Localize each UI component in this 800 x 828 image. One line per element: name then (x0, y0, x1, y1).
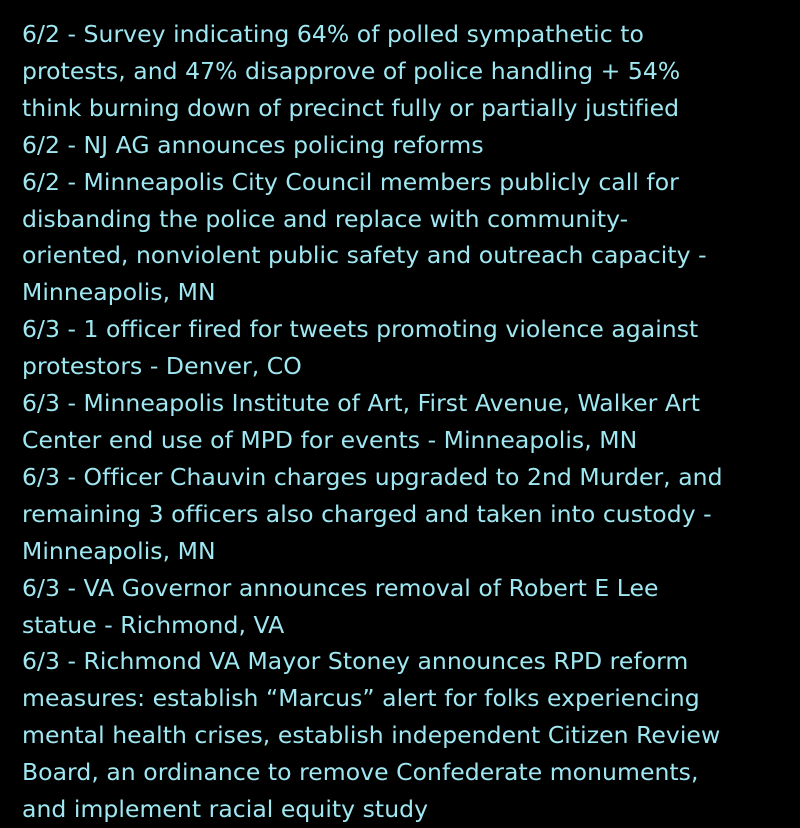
text-line: 6/2 - NJ AG announces policing reforms (22, 130, 484, 159)
text-line: think burning down of precinct fully or partially justified (22, 93, 680, 122)
text-line: 6/2 - Survey indicating 64% of polled sympathetic to (22, 20, 644, 48)
text-line: 6/3 - VA Governor announces removal of Robert E Lee (22, 573, 659, 602)
text-line: Board, an ordinance to remove Confederate monuments, (22, 758, 699, 787)
text-line: protestors - Denver, CO (22, 352, 302, 381)
text-line: protests, and 47% disapprove of police handling + 54% (22, 56, 681, 85)
text-line: Minneapolis, MN (22, 536, 216, 565)
text-line: 6/3 - 1 officer fired for tweets promoting violence against (22, 315, 699, 344)
text-line: Center end use of MPD for events - Minneapolis, MN (22, 425, 638, 454)
text-line: disbanding the police and replace with community- (22, 204, 629, 233)
text-line: statue - Richmond, VA (22, 610, 285, 639)
text-line: remaining 3 officers also charged and taken into custody - (22, 499, 712, 528)
text-line: mental health crises, establish independent Citizen Review (22, 721, 721, 750)
text-line: 6/3 - Richmond VA Mayor Stoney announces RPD reform (22, 647, 689, 676)
text-line: Minneapolis, MN (22, 278, 216, 307)
text-line: oriented, nonviolent public safety and outreach capacity - (22, 241, 707, 270)
text-line: 6/2 - Minneapolis City Council members publicly call for (22, 167, 679, 196)
text-line: measures: establish “Marcus” alert for folks experiencing (22, 684, 700, 713)
text-line: and implement racial equity study (22, 795, 429, 824)
text-line: 6/3 - Officer Chauvin charges upgraded to 2nd Murder, and (22, 462, 723, 491)
text-line: 6/3 - Minneapolis Institute of Art, First Avenue, Walker Art (22, 389, 700, 418)
